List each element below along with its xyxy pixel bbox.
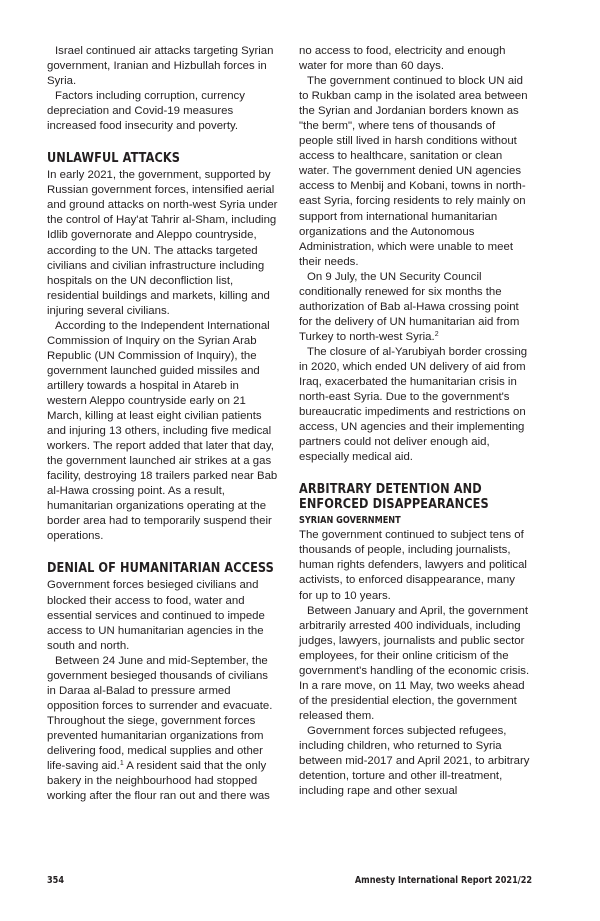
paragraph-yarubiyah-closure: The closure of al-Yarubiyah border crossing in 2020, which ended UN delivery of aid from Iraq, exacerbated the humanitarian crisis in north-east Syria. Due to the government's bureaucratic impediments and restrictions on access, UN agencies and their implementing partners could not deliver enough aid, especially medical aid. bbox=[299, 345, 528, 464]
left-column bbox=[47, 44, 279, 804]
paragraph-besieged-civilians: Government forces besieged civilians and blocked their access to food, water and essential services and continued to impede access to UN humanitarian agencies in the south and north. bbox=[47, 579, 265, 652]
heading-denial-of-humanitarian-access: DENIAL OF HUMANITARIAN ACCESS bbox=[47, 561, 274, 577]
footnote-ref-2: 2 bbox=[434, 330, 439, 338]
paragraph-commission-of-inquiry: According to the Independent International Commission of Inquiry on the Syrian Arab Republic (UN Commission of Inquiry), the government launched guided missiles and artillery towards a hospital in Atareb in western Aleppo countryside early on 21 March, killing at least eight civilian patients and injuring 13 others, including five medical workers. The report added that later that day, the government launched air strikes at a gas facility, destroying 18 trailers parked near Bab al-Hawa crossing point. As a result, humanitarian organizations operating at the border area had to temporarily suspend their operations. bbox=[47, 319, 278, 543]
paragraph-enforced-disappearance: The government continued to subject tens of thousands of people, including journalists, human rights defenders, lawyers and political activists, to enforced disappearance, many for up to 10 years. bbox=[299, 529, 527, 602]
paragraph-israel-air-attacks: Israel continued air attacks targeting Syrian government, Iranian and Hizbullah forces in Syria. bbox=[47, 45, 274, 88]
paragraph-daraa-siege bbox=[47, 654, 279, 804]
security-council-text: On 9 July, the UN Security Council conditionally renewed for six months the authorization of Bab al-Hawa crossing point for the delivery of UN humanitarian aid from Turkey to north-west Syria. bbox=[299, 270, 520, 343]
page-footer bbox=[47, 875, 532, 887]
daraa-siege-text-cont: A resident said that the only bakery in the neighbourhood had stopped working after the flour ran out and there was bbox=[47, 760, 270, 803]
footnote-ref-1: 1 bbox=[119, 760, 124, 768]
subheading-syrian-government: SYRIAN GOVERNMENT bbox=[299, 515, 401, 527]
paragraph-rukban-camp: The government continued to block UN aid to Rukban camp in the isolated area between the Syrian and Jordanian borders known as "the berm", where tens of thousands of people still lived in harsh conditions without access to healthcare, sanitation or clean water. The government denied UN agencies access to Menbij and Kobani, towns in north-east Syria, forcing residents to rely mainly on support from international humanitarian organizations and the Autonomous Administration, which were unable to meet their needs. bbox=[299, 75, 528, 268]
report-title: Amnesty International Report 2021/22 bbox=[354, 875, 532, 886]
paragraph-food-insecurity: Factors including corruption, currency depreciation and Covid-19 measures increased food insecurity and poverty. bbox=[47, 90, 245, 133]
paragraph-early-2021-attacks: In early 2021, the government, supported by Russian government forces, intensified aerial and ground attacks on north-west Syria under the control of Hay'at Tahrir al-Sham, including Idlib governorate and Aleppo countryside, according to the UN. The attacks targeted civilians and civilian infrastructure including hospitals on the UN deconfliction list, residential buildings and markets, killing and injuring several civilians. bbox=[47, 169, 278, 317]
paragraph-no-access-food: no access to food, electricity and enough water for more than 60 days. bbox=[299, 45, 506, 73]
paragraph-arbitrary-arrests: Between January and April, the government arbitrarily arrested 400 individuals, including judges, lawyers, journalists and public sector employees, for their online criticism of the government's handling of the economic crisis. In a rare move, on 11 May, two weeks ahead of the presidential election, the government released them. bbox=[299, 604, 530, 722]
paragraph-returning-refugees: Government forces subjected refugees, including children, who returned to Syria between mid-2017 and April 2021, to arbitrary detention, torture and other ill-treatment, including rape and other sexual bbox=[299, 724, 530, 798]
heading-arbitrary-detention: ARBITRARY DETENTION AND ENFORCED DISAPPEARANCES bbox=[299, 482, 489, 513]
paragraph-security-council bbox=[299, 270, 531, 345]
right-column bbox=[299, 44, 531, 799]
daraa-siege-text: Between 24 June and mid-September, the government besieged thousands of civilians in Daraa al-Balad to pressure armed opposition forces to surrender and evacuate. Throughout the siege, government forces prevented humanitarian organizations from delivering food, medical supplies and other life-saving aid. bbox=[47, 654, 273, 773]
page-number: 354 bbox=[47, 875, 65, 886]
heading-unlawful-attacks: UNLAWFUL ATTACKS bbox=[47, 151, 181, 167]
